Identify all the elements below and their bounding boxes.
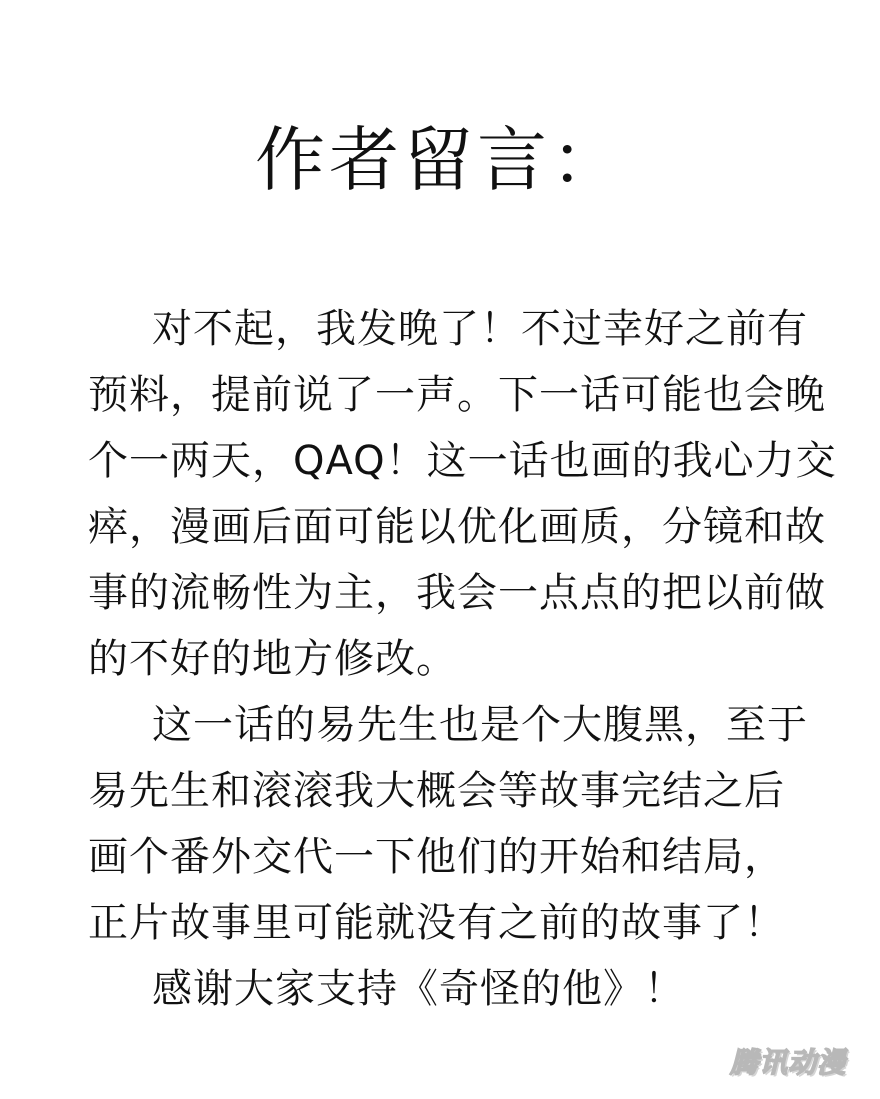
text-line: 画个番外交代一下他们的开始和结局， <box>88 834 785 880</box>
text-line: 感谢大家支持《奇怪的他》！ <box>152 966 685 1012</box>
page-title: 作者留言： <box>255 119 625 201</box>
text-line: 正片故事里可能就没有之前的故事了！ <box>88 900 785 946</box>
text-line: 这一话的易先生也是个大腹黑，至于 <box>152 702 808 748</box>
text-line: 瘁，漫画后面可能以优化画质，分镜和故 <box>88 504 826 550</box>
text-line: 个一两天，QAQ！这一话也画的我心力交 <box>88 438 837 484</box>
watermark-logo: 腾讯动漫 <box>729 1046 846 1079</box>
paragraph-1 <box>88 296 848 692</box>
text-line: 对不起，我发晚了！不过幸好之前有 <box>152 306 808 352</box>
paragraph-3 <box>88 956 848 1022</box>
text-line: 预料，提前说了一声。下一话可能也会晚 <box>88 372 826 418</box>
text-line: 的不好的地方修改。 <box>88 636 457 682</box>
paragraph-2 <box>88 692 848 956</box>
text-line: 事的流畅性为主，我会一点点的把以前做 <box>88 570 826 616</box>
note-body <box>88 296 848 1022</box>
text-line: 易先生和滚滚我大概会等故事完结之后 <box>88 768 785 814</box>
